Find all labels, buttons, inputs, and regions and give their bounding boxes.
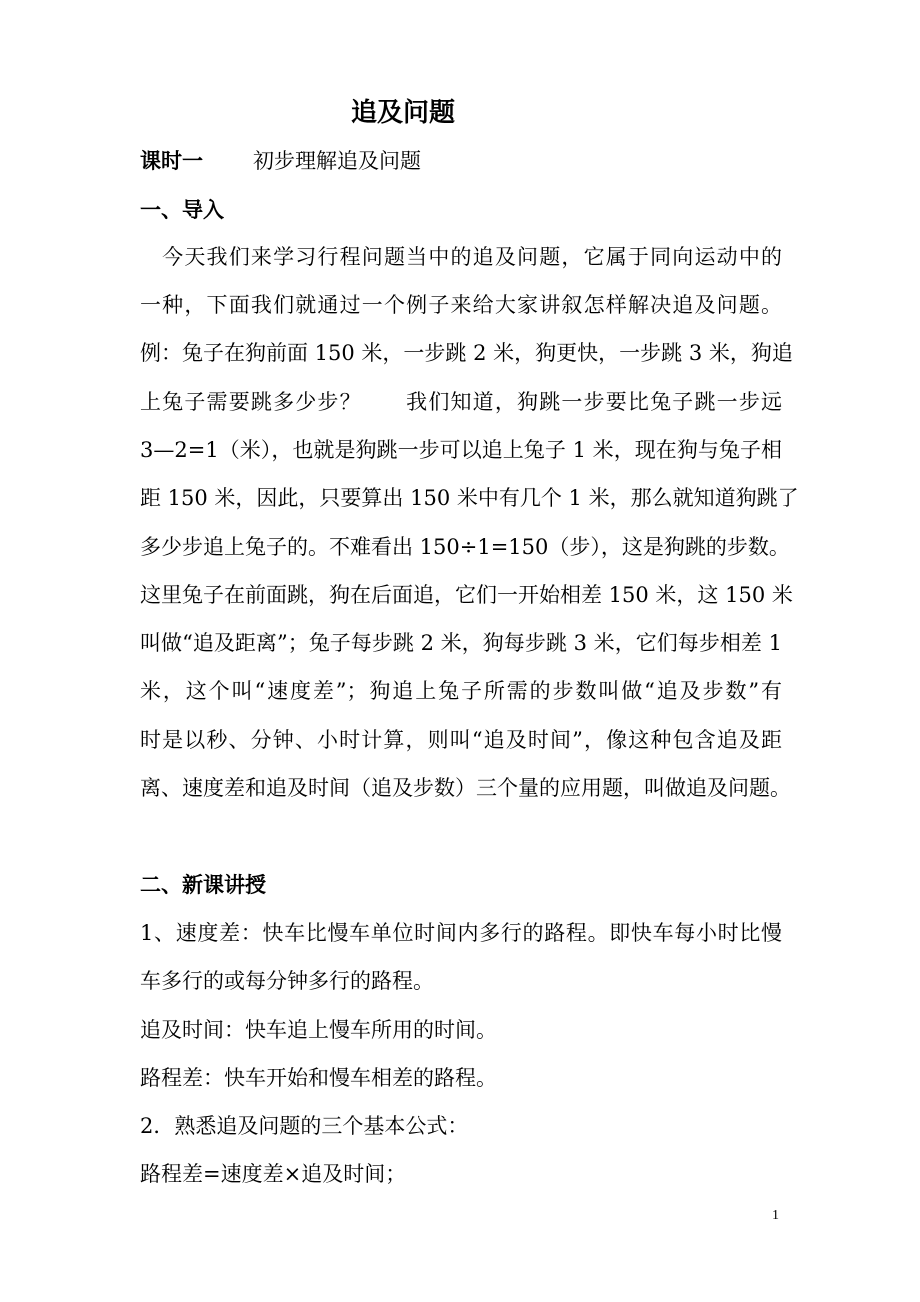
paragraph-line: 时是以秒、分钟、小时计算，则叫“追及时间”，像这种包含追及距: [140, 728, 782, 752]
paragraph-line: 2．熟悉追及问题的三个基本公式：: [140, 1114, 469, 1138]
paragraph-line: 路程差：快车开始和慢车相差的路程。: [140, 1066, 497, 1090]
paragraph-line: 3—2=1（米），也就是狗跳一步可以追上兔子 1 米，现在狗与兔子相: [140, 438, 782, 462]
paragraph-line: 一种，下面我们就通过一个例子来给大家讲叙怎样解决追及问题。: [140, 293, 782, 317]
lesson-heading: [140, 146, 640, 176]
paragraph-line: 路程差=速度差×追及时间；: [140, 1162, 407, 1186]
lesson-name: 初步理解追及问题: [253, 149, 421, 173]
lesson-label: 课时一: [140, 149, 203, 173]
paragraph-line: 1、速度差：快车比慢车单位时间内多行的路程。即快车每小时比慢: [140, 921, 782, 945]
paragraph-line: 多少步追上兔子的。不难看出 150÷1=150（步），这是狗跳的步数。: [140, 535, 790, 559]
paragraph-line: 今天我们来学习行程问题当中的追及问题，它属于同向运动中的: [140, 245, 782, 269]
paragraph-line: 例：兔子在狗前面 150 米，一步跳 2 米，狗更快，一步跳 3 米，狗追: [140, 341, 793, 365]
paragraph-line: 这里兔子在前面跳，狗在后面追，它们一开始相差 150 米，这 150 米: [140, 583, 793, 607]
section-heading-intro: 一、导入: [140, 198, 224, 222]
paragraph-line: 上兔子需要跳多少步？ 我们知道，狗跳一步要比兔子跳一步远: [140, 390, 782, 414]
paragraph-line: 车多行的或每分钟多行的路程。: [140, 969, 434, 993]
paragraph-line: 米，这个叫“速度差”；狗追上兔子所需的步数叫做“追及步数”有: [140, 679, 782, 703]
paragraph-line: 叫做“追及距离”；兔子每步跳 2 米，狗每步跳 3 米，它们每步相差 1: [140, 631, 782, 655]
page-number: 1: [772, 1208, 779, 1223]
paragraph-line: 距 150 米，因此，只要算出 150 米中有几个 1 米，那么就知道狗跳了: [140, 486, 799, 510]
paragraph-line: 离、速度差和追及时间（追及步数）三个量的应用题，叫做追及问题。: [140, 776, 791, 800]
document-title: 追及问题: [350, 98, 455, 128]
paragraph-line: 追及时间：快车追上慢车所用的时间。: [140, 1018, 497, 1042]
section-heading-new-lesson: 二、新课讲授: [140, 873, 266, 897]
